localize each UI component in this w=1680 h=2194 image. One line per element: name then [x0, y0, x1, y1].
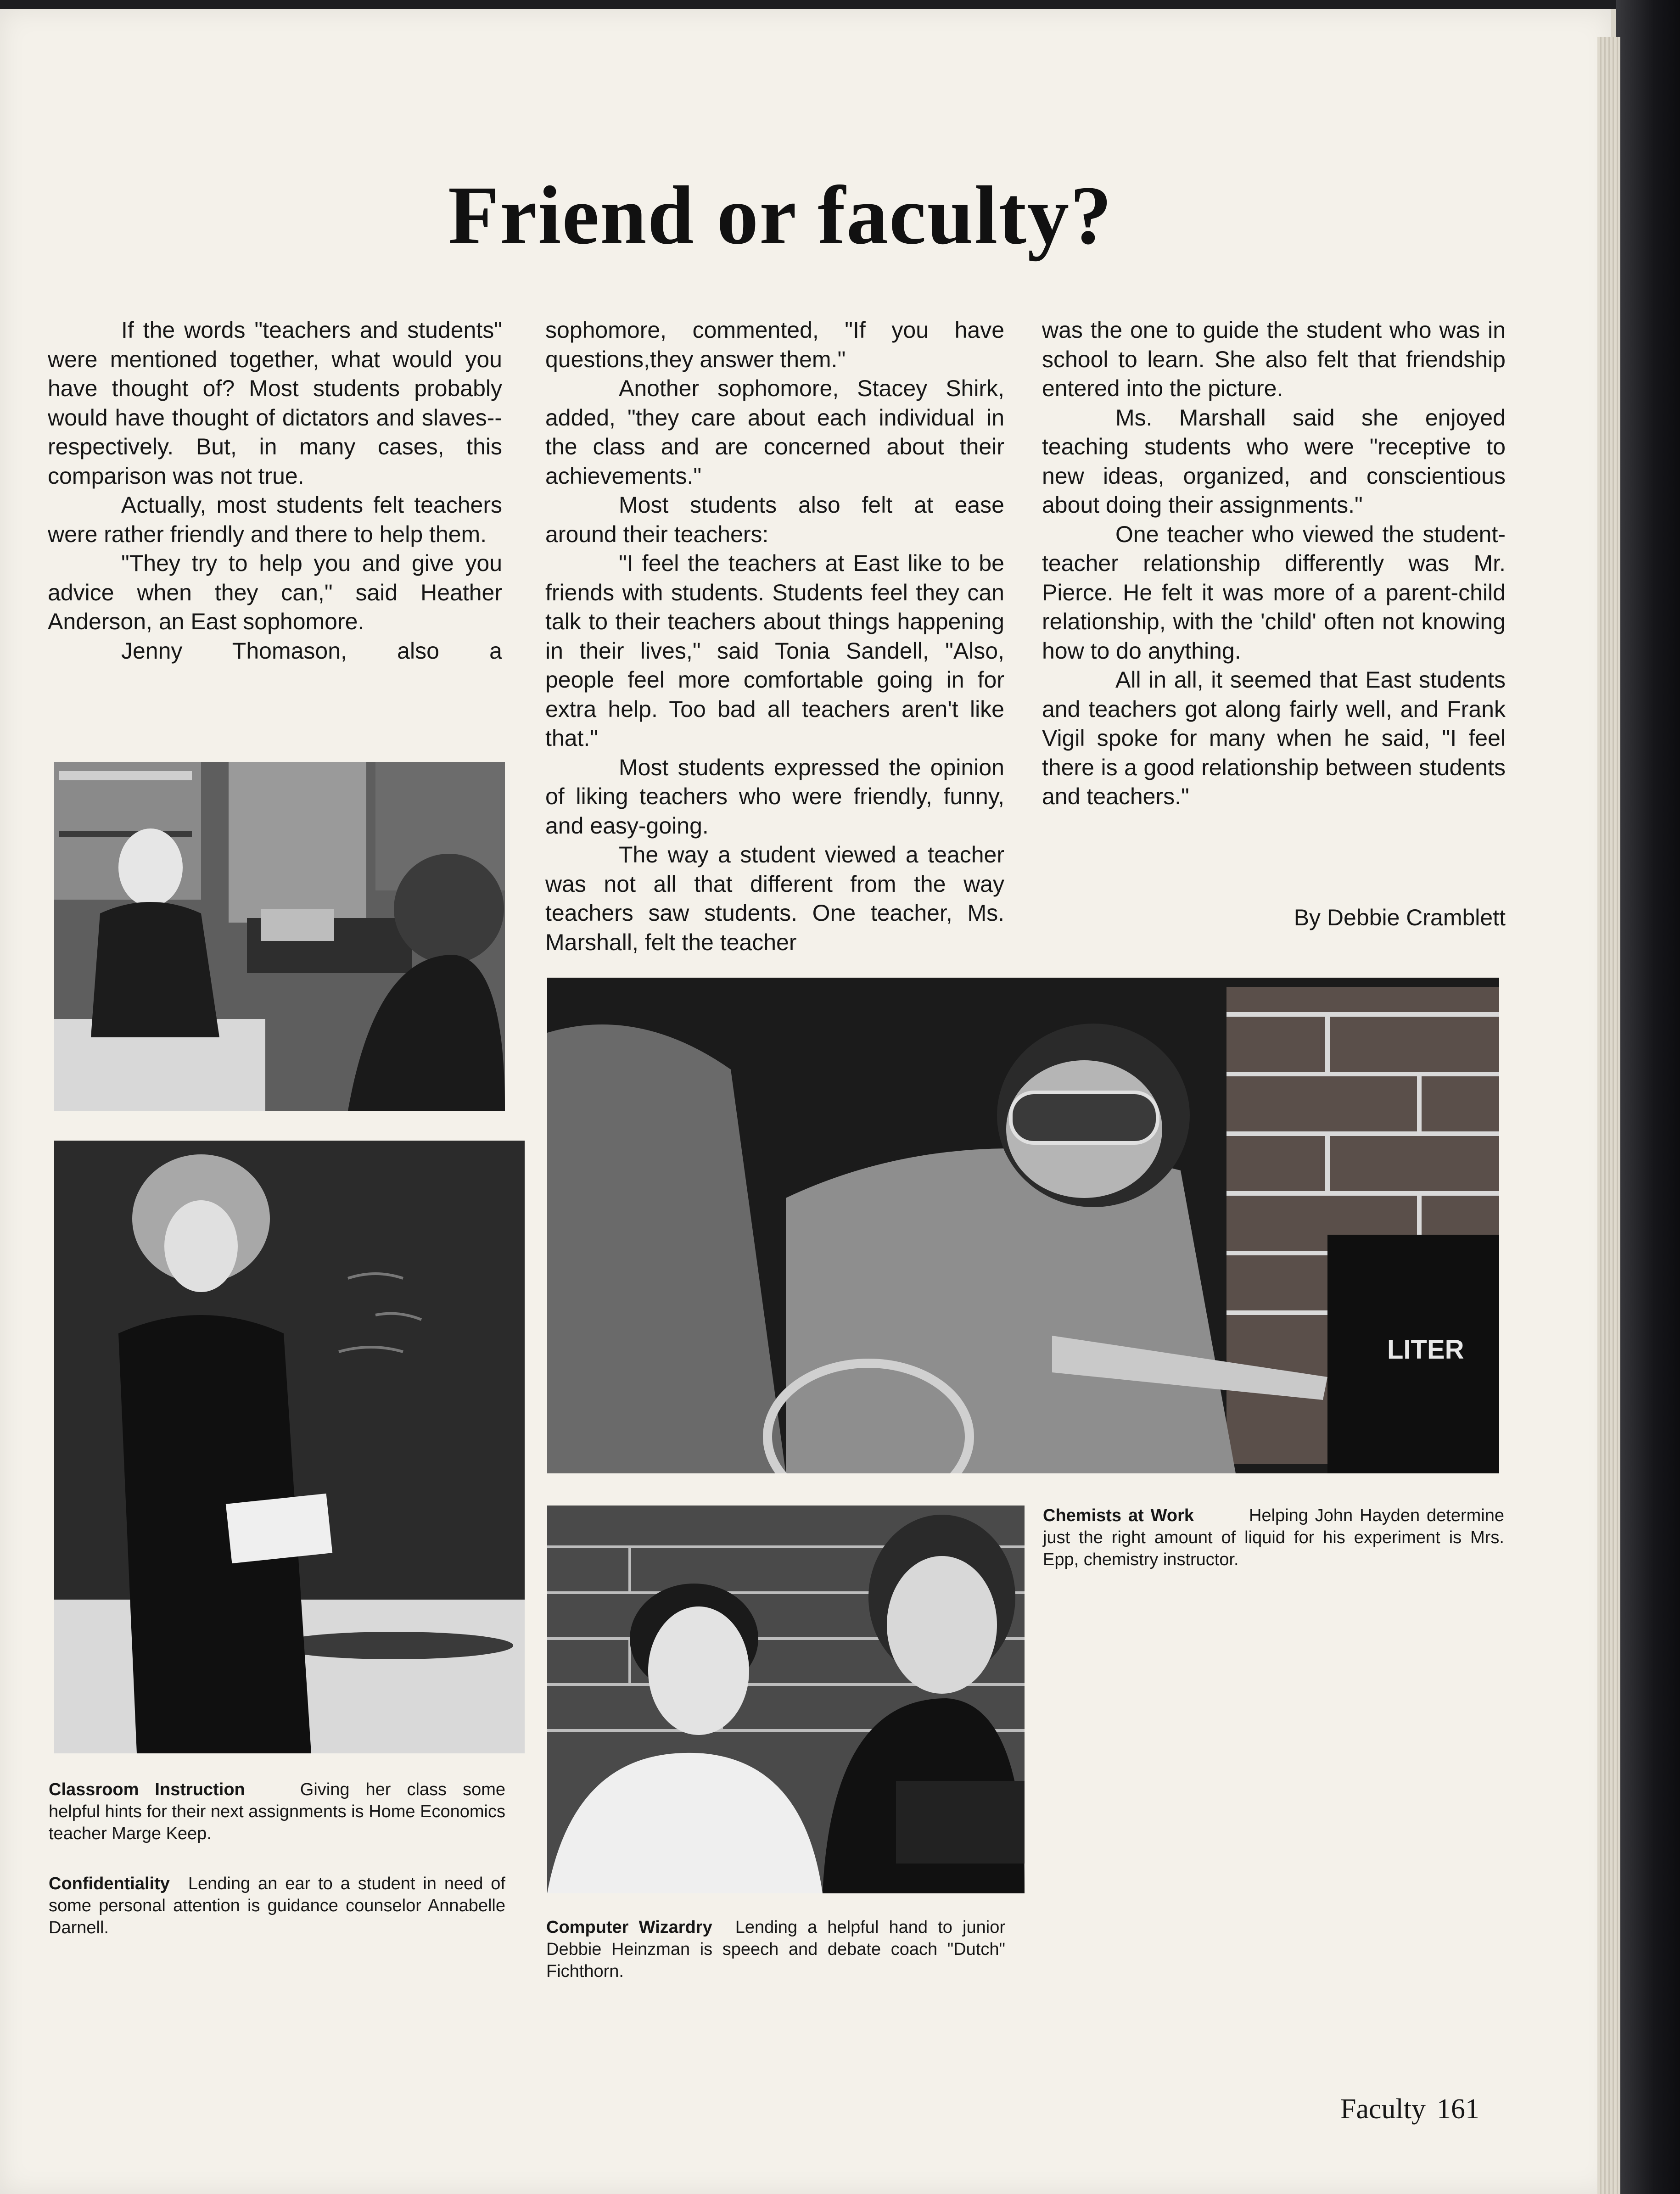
caption-text: Giving her class some helpful hints for their next assignments is Home Economics teacher Marge Keep.	[49, 1780, 505, 1843]
caption-text: Helping John Hayden determine just the right amount of liquid for his experiment is Mrs. Epp, chemistry instructor.	[1043, 1506, 1504, 1569]
photo-chemists-at-work	[547, 978, 1499, 1473]
byline: By Debbie Cramblett	[1294, 905, 1506, 930]
caption-classroom-instruction	[49, 1779, 505, 1845]
book-binding	[1616, 0, 1680, 2194]
page-footer	[1340, 2093, 1479, 2126]
photo-classroom-instruction	[54, 1141, 525, 1753]
article-paragraph: Jenny Thomason, also a	[121, 638, 502, 664]
article-paragraph: "They try to help you and give you advice when they can," said Heather Anderson, an East sophomore.	[48, 550, 502, 634]
section-name: Faculty	[1340, 2093, 1426, 2125]
article-paragraph: The way a student viewed a teacher was not all that different from the way teachers saw students. One teacher, Ms. Marshall, felt the teacher	[545, 842, 1004, 955]
article-paragraph: All in all, it seemed that East students and teachers got along fairly well, and Frank Vigil spoke for many when he said, "I feel there is a good relationship between students and teachers."	[1042, 667, 1506, 809]
page-edge	[1597, 37, 1620, 2194]
caption-computer-wizardry	[546, 1916, 1005, 1982]
article-paragraph: One teacher who viewed the student-teacher relationship differently was Mr. Pierce. He felt it was more of a parent-child relationship, with the 'child' often not knowing how to do anything.	[1042, 521, 1506, 664]
article-column-1	[48, 316, 502, 666]
article-paragraph: If the words "teachers and students" were mentioned together, what would you have thought of? Most students probably would have thought of dictators and slaves--respectively. But, in many cases, this comparison was not true.	[48, 317, 502, 489]
caption-title: Confidentiality	[49, 1874, 170, 1893]
caption-text: Lending a helpful hand to junior Debbie Heinzman is speech and debate coach "Dutch" Fichthorn.	[546, 1918, 1005, 1981]
photo-counselor	[54, 762, 505, 1111]
article-paragraph: sophomore, commented, "If you have questions,they answer them."	[545, 317, 1004, 372]
article-column-3	[1042, 316, 1506, 812]
flask-label: LITER	[1387, 1335, 1464, 1365]
page-number: 161	[1436, 2093, 1479, 2125]
yearbook-page	[0, 9, 1616, 2194]
article-paragraph: Actually, most students felt teachers were rather friendly and there to help them.	[48, 492, 502, 547]
caption-title: Chemists at Work	[1043, 1506, 1194, 1525]
caption-chemists-at-work	[1043, 1505, 1504, 1571]
caption-confidentiality	[49, 1873, 505, 1939]
article-column-2	[545, 316, 1004, 957]
article-paragraph: Ms. Marshall said she enjoyed teaching students who were "receptive to new ideas, organized, and conscientious about doing their assignments."	[1042, 404, 1506, 518]
article-paragraph: "I feel the teachers at East like to be friends with students. Students feel they can talk to their teachers about things happening in their lives," said Tonia Sandell, "Also, people feel more comfortable going in for extra help. Too bad all teachers aren't like that."	[545, 550, 1004, 751]
caption-title: Computer Wizardry	[546, 1918, 712, 1937]
photo-computer-wizardry	[547, 1506, 1025, 1893]
article-paragraph: Most students expressed the opinion of liking teachers who were friendly, funny, and easy-going.	[545, 754, 1004, 839]
caption-text: Lending an ear to a student in need of some personal attention is guidance counselor Annabelle Darnell.	[49, 1874, 505, 1937]
article-paragraph: Most students also felt at ease around their teachers:	[545, 492, 1004, 547]
page-title: Friend or faculty?	[448, 169, 1113, 262]
article-paragraph: Another sophomore, Stacey Shirk, added, "they care about each individual in the class and are concerned about their achievements."	[545, 375, 1004, 489]
article-paragraph: was the one to guide the student who was in school to learn. She also felt that friendship entered into the picture.	[1042, 317, 1506, 401]
caption-title: Classroom Instruction	[49, 1780, 245, 1799]
